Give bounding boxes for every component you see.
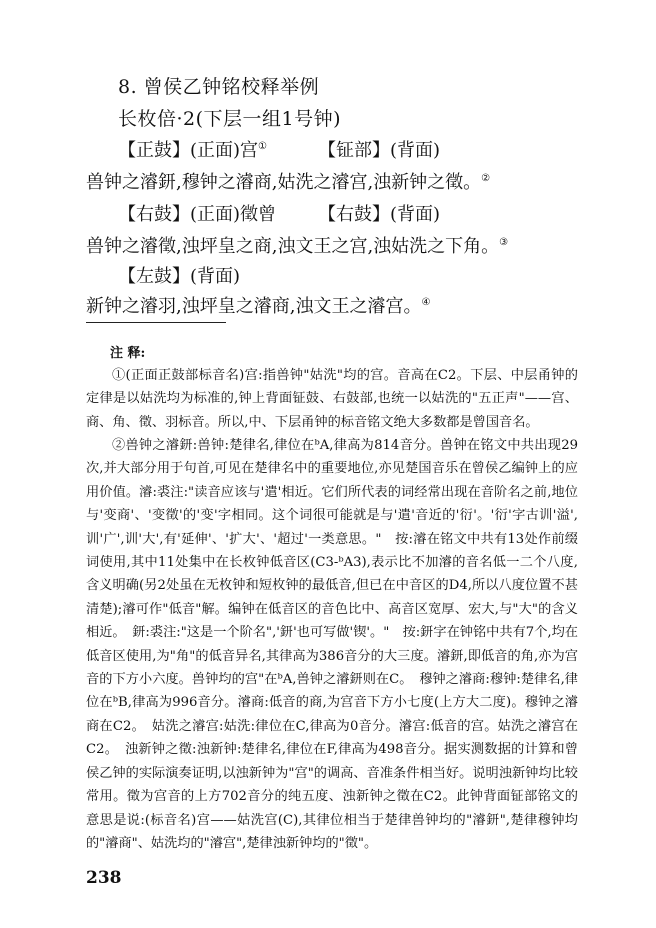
inscription-label: 【右鼓】(正面)徵曾 [118,204,277,225]
notes-title: 注 释: [110,346,146,361]
inscription-text: 新钟之濬羽,浊坪皇之濬商,浊文王之濬宫。 [86,296,422,317]
inscription-label: 【正鼓】(正面)宫 [118,140,259,161]
inscription-line-2 [86,168,490,194]
footnote-mark: ① [258,141,268,152]
inscription-line-3 [86,232,508,258]
footnote-mark: ④ [421,297,431,308]
inscription-line-4 [86,292,430,318]
note-1: ①(正面正鼓部标音名)宫:指兽钟"姑洗"均的宫。音高在C2。下层、中层甬钟的定律是以姑洗均为标准的,钟上背面钲鼓、右鼓部,也统一以姑洗的"五正声"——宫、商、角、徵、羽标音。所以,中、下层甬钟的标音铭文绝大多数都是曾国音名。 [86,368,578,430]
footnote-divider [86,322,226,323]
inscription-text: 兽钟之濬徵,浊坪皇之商,浊文王之宫,浊姑洗之下角。 [86,236,500,257]
page-number: 238 [86,868,122,888]
section-title: 8. 曾侯乙钟铭校释举例 [118,76,320,98]
section-subtitle: 长枚倍·2(下层一组1号钟) [118,108,342,130]
inscription-text: 兽钟之濬鈃,穆钟之濬商,姑洗之濬宫,浊新钟之徵。 [86,172,482,193]
footnote-mark: ③ [499,237,509,248]
inscription-line-1 [118,136,267,162]
inscription-label-right: 【右鼓】(背面) [318,204,441,225]
note-2: ②兽钟之濬鈃:兽钟:楚律名,律位在ᵇA,律高为814音分。兽钟在铭文中共出现29次,并大部分用于句首,可见在楚律名中的重要地位,亦见楚国音乐在曾侯乙编钟上的应用价值。濬:裘注:"读音应该与'遣'相近。它们所代表的词经常出现在音阶名之前,地位与'变商'、'变徵'的'变'字相同。这个词很可能就是与'遣'音近的'衍'。'衍'字古训'溢',训'广',训'大',有'延伸'、'扩大'、'超过'一类意思。" 按:濬在铭文中共有13处作前缀词使用,其中11处集中在长枚钟低音区(C3-ᵇA3),表示比不加濬的音名低一二个八度,含义明确(另2处虽在无枚钟和短枚钟的最低音,但已在中音区的D4,所以八度位置不甚清楚);濬可作"低音"解。编钟在低音区的音色比中、高音区宽厚、宏大,与"大"的含义相近。 鈃:裘注:"这是一个阶名",'鈃'也可写做'锲'。" 按:鈃字在钟铭中共有7个,均在低音区使用,为"角"的低音异名,其律高为386音分的大三度。濬鈃,即低音的角,亦为宫音的下方小六度。兽钟均的宫"在ᵇA,兽钟之濬鈃则在C。 穆钟之濬商:穆钟:楚律名,律位在ᵇB,律高为996音分。濬商:低音的商,为宫音下方小七度(上方大二度)。穆钟之濬商在C2。 姑洗之濬宫:姑洗:律位在C,律高为0音分。濬宫:低音的宫。姑洗之濬宫在C2。 浊新钟之徵:浊新钟:楚律名,律位在F,律高为498音分。据实测数据的计算和曾侯乙钟的实际演奏证明,以浊新钟为"宫"的调高、音准条件相当好。说明浊新钟均比较常用。徵为宫音的上方702音分的纯五度、浊新钟之徵在C2。此钟背面钲部铭文的意思是说:(标音名)宫——姑洗宫(C),其律位相当于楚律兽钟均的"濬鈃",楚律穆钟均的"濬商"、姑洗均的"濬宫",楚律浊新钟均的"徵"。 [86,438,578,851]
inscription-label: 【左鼓】(背面) [118,266,241,287]
footnote-mark: ② [481,173,491,184]
inscription-label-right: 【钲部】(背面) [318,140,441,161]
